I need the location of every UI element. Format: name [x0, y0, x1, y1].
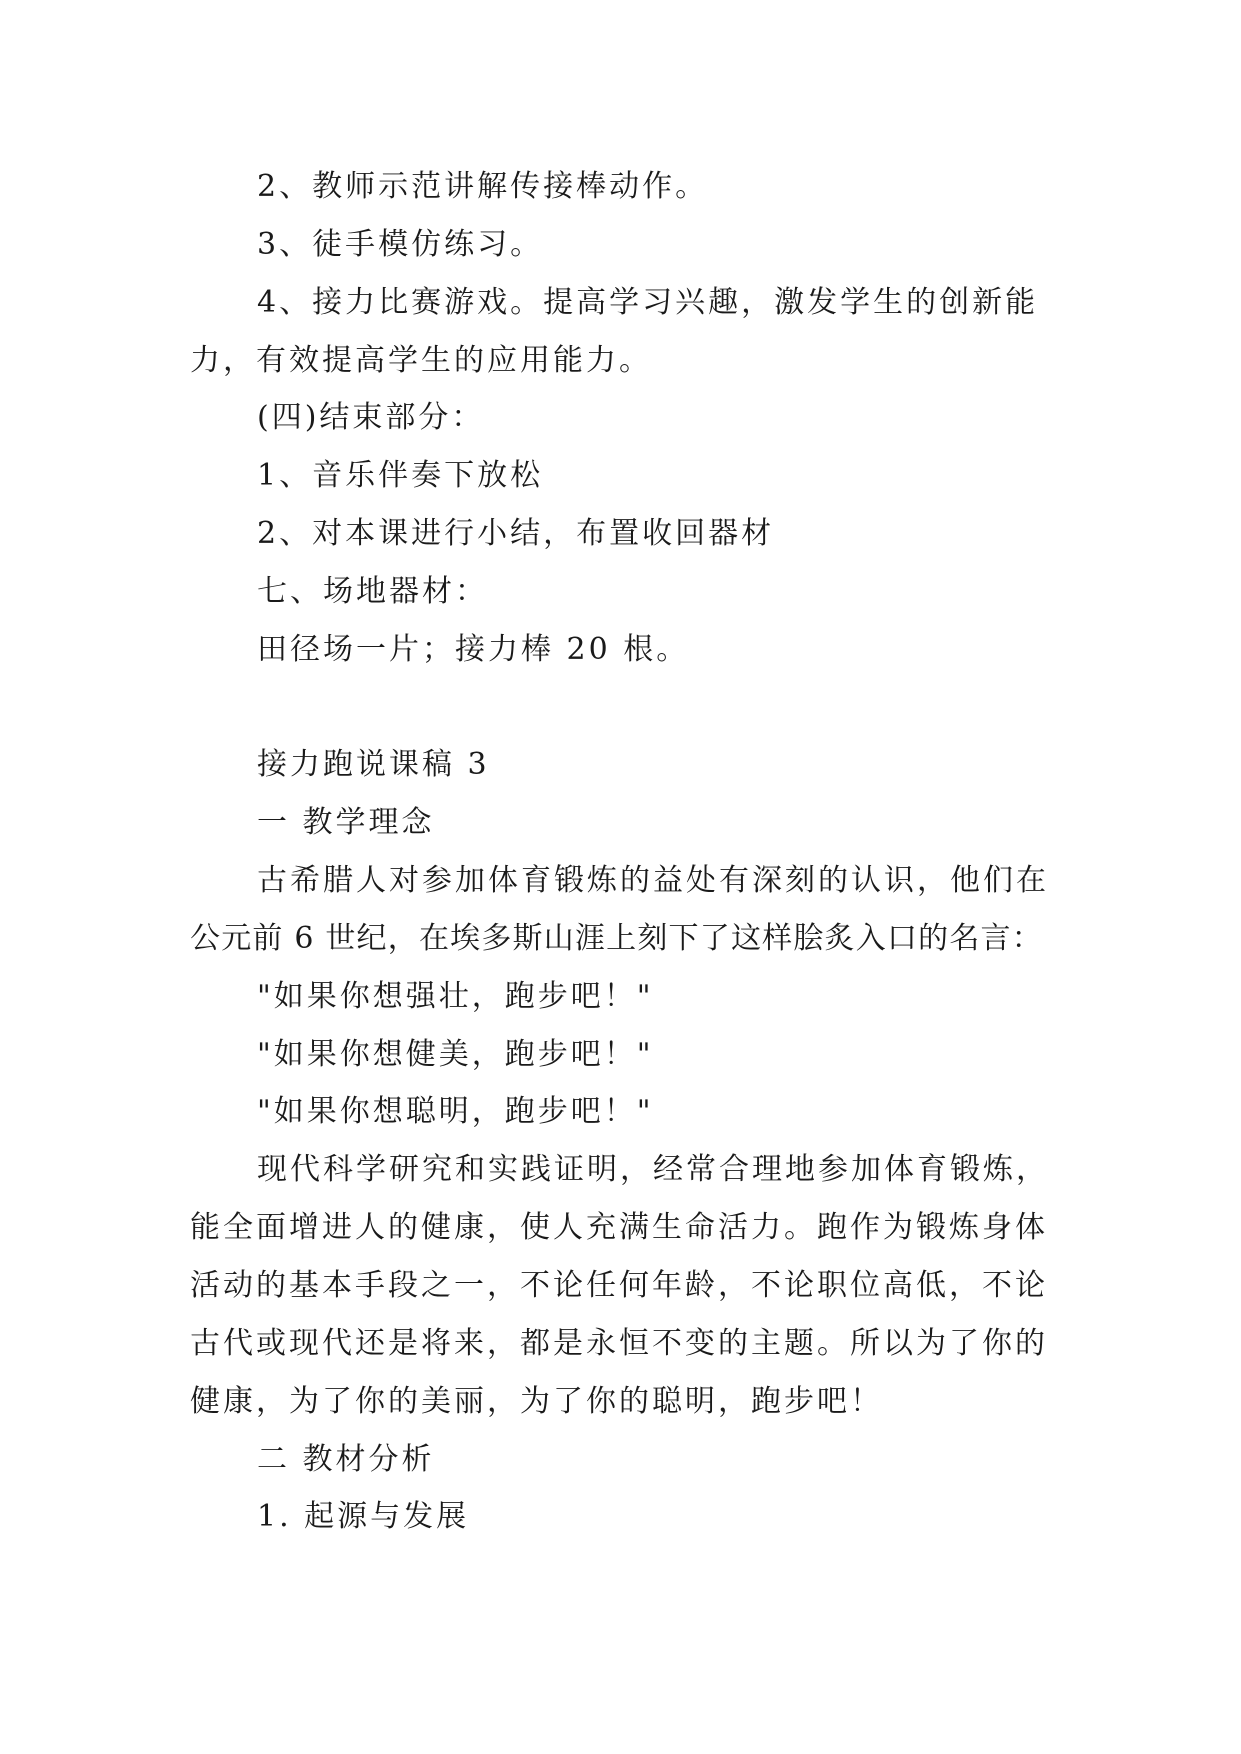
text-line: 健康，为了你的美丽，为了你的聪明，跑步吧！ [190, 1384, 883, 1419]
quote-line: "如果你想强壮，跑步吧！" [257, 979, 654, 1014]
text-line: 3、徒手模仿练习。 [257, 227, 544, 262]
text-line: 4、接力比赛游戏。提高学习兴趣，激发学生的创新能 [257, 285, 1039, 320]
document-title: 接力跑说课稿 3 [257, 747, 490, 782]
section-heading: 七、场地器材： [257, 574, 488, 609]
section-heading: 一 教学理念 [257, 805, 435, 840]
text-line: 2、教师示范讲解传接棒动作。 [257, 169, 709, 204]
text-line: 古希腊人对参加体育锻炼的益处有深刻的认识，他们在 [257, 863, 1049, 898]
text-line: 力，有效提高学生的应用能力。 [190, 343, 652, 378]
text-line: 现代科学研究和实践证明，经常合理地参加体育锻炼， [257, 1152, 1049, 1187]
text-line: 公元前 6 世纪，在埃多斯山涯上刻下了这样脍炙入口的名言： [190, 921, 1043, 956]
text-line: 古代或现代还是将来，都是永恒不变的主题。所以为了你的 [190, 1326, 1048, 1361]
subsection-heading: 1. 起源与发展 [257, 1499, 470, 1534]
text-line: 1、音乐伴奏下放松 [257, 458, 544, 493]
text-line: 田径场一片；接力棒 20 根。 [257, 632, 690, 667]
quote-line: "如果你想聪明，跑步吧！" [257, 1094, 654, 1129]
section-heading: (四)结束部分： [257, 400, 485, 435]
text-line: 能全面增进人的健康，使人充满生命活力。跑作为锻炼身体 [190, 1210, 1048, 1245]
text-line: 2、对本课进行小结，布置收回器材 [257, 516, 775, 551]
text-line: 活动的基本手段之一，不论任何年龄，不论职位高低，不论 [190, 1268, 1048, 1303]
quote-line: "如果你想健美，跑步吧！" [257, 1037, 654, 1072]
section-heading: 二 教材分析 [257, 1442, 435, 1477]
